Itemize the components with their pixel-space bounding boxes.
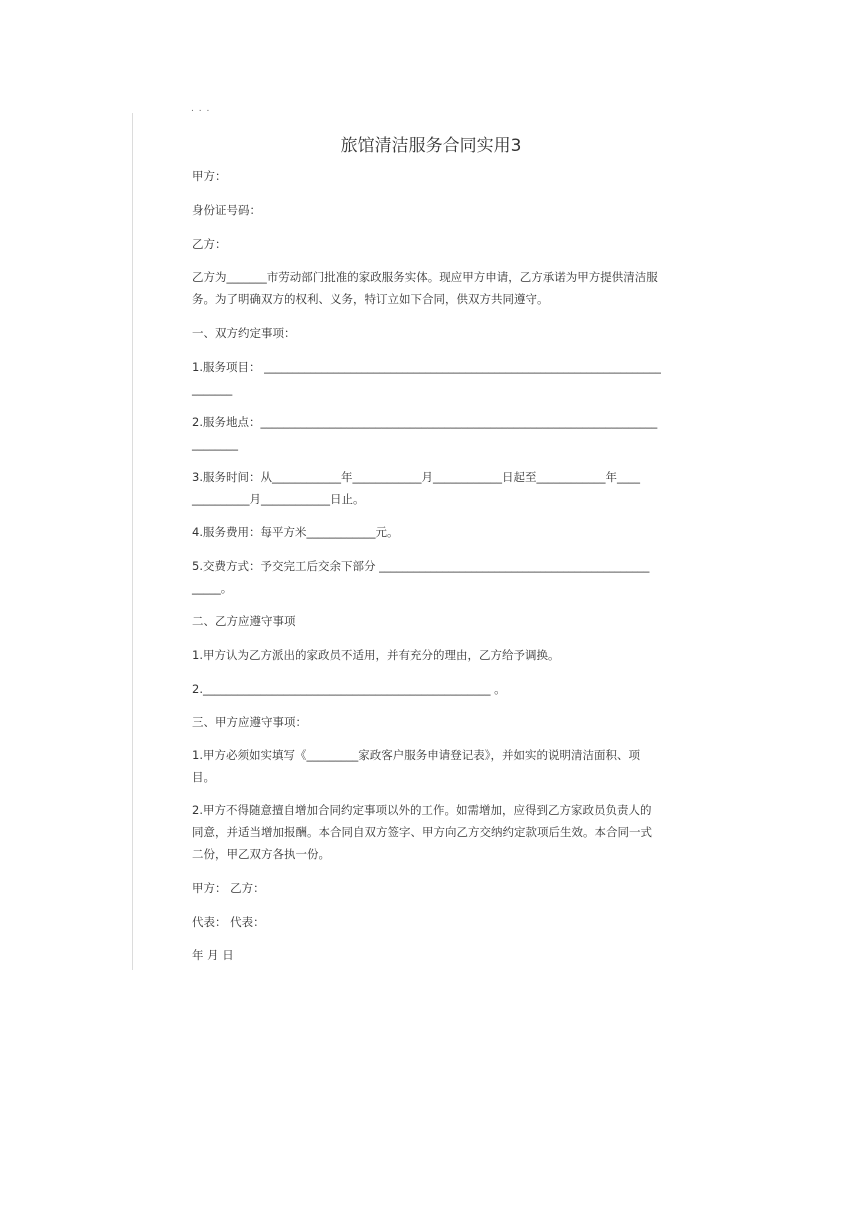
service-location-line-2: ________	[192, 437, 238, 451]
document-title	[0, 131, 868, 156]
service-fee-line: 4.服务费用：每平方米____________元。	[192, 525, 399, 539]
document-title-text: 旅馆清洁服务合同实用3	[340, 136, 522, 156]
service-time-line-1: 3.服务时间：从____________年____________月____________日起至____________年____	[192, 470, 640, 484]
section-2-item-1: 1.甲方认为乙方派出的家政员不适用，并有充分的理由，乙方给予调换。	[192, 648, 560, 662]
service-location-line-1: 2.服务地点：_____________________________________________________________________	[192, 415, 658, 429]
signature-representatives-line: 代表： 代表：	[192, 915, 265, 929]
section-2-item-2: 2.__________________________________________________ 。	[192, 682, 506, 696]
payment-method-line-1: 5.交费方式：予交完工后交余下部分 _______________________________________________	[192, 559, 650, 573]
intro-paragraph-line-1: 乙方为_______市劳动部门批准的家政服务实体。现应甲方申请，乙方承诺为甲方提供清洁服	[192, 270, 658, 284]
section-3-item-2-line-1: 2.甲方不得随意擅自增加合同约定事项以外的工作。如需增加，应得到乙方家政员负责人的	[192, 803, 652, 817]
section-3-item-1-line-1: 1.甲方必须如实填写《_________家政客户服务申请登记表》，并如实的说明清洁面积、项	[192, 748, 640, 762]
section-1-heading: 一、双方约定事项：	[192, 326, 296, 340]
service-item-line-2: _______	[192, 382, 233, 396]
page-top-mark: . . .	[191, 104, 211, 114]
service-time-line-2: __________月____________日止。	[192, 492, 365, 506]
payment-method-line-2: _____。	[192, 581, 233, 595]
party-b-label: 乙方：	[192, 237, 227, 251]
section-3-item-2-line-2: 同意，并适当增加报酬。本合同自双方签字、甲方向乙方交纳约定款项后生效。本合同一式	[192, 825, 652, 839]
page-left-border	[132, 113, 133, 970]
signature-date-line: 年 月 日	[192, 948, 234, 962]
section-3-heading: 三、甲方应遵守事项：	[192, 715, 307, 729]
section-3-item-1-line-2: 目。	[192, 770, 215, 784]
signature-parties-line: 甲方： 乙方：	[192, 881, 265, 895]
service-item-line-1: 1.服务项目： _____________________________________________________________________	[192, 360, 661, 374]
id-number-label: 身份证号码：	[192, 203, 261, 217]
section-2-heading: 二、乙方应遵守事项	[192, 614, 296, 628]
party-a-label: 甲方：	[192, 169, 227, 183]
intro-paragraph-line-2: 务。为了明确双方的权利、义务，特订立如下合同，供双方共同遵守。	[192, 292, 549, 306]
section-3-item-2-line-3: 二份，甲乙双方各执一份。	[192, 847, 330, 861]
